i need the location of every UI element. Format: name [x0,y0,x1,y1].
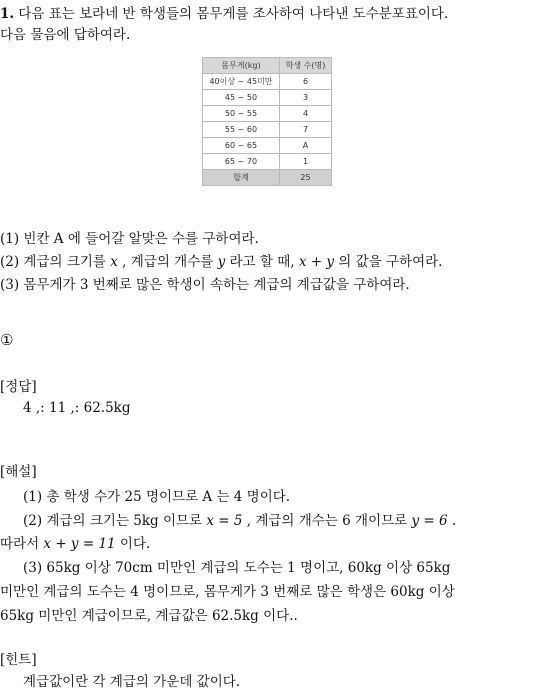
table-cell-class: 65 ~ 70 [203,154,280,170]
table-cell-freq: 4 [280,106,332,122]
explanation-text: . [447,513,457,529]
table-row [203,74,332,90]
question-intro-line2: 다음 물음에 답하여라. [0,27,131,43]
math-expr: x + y = 11 [43,536,116,552]
choice-mark: ① [0,331,14,349]
math-expr: x + y [298,254,334,270]
explanation-text: 이다. [115,536,151,552]
explanation-line-5: 미만인 계급의 도수는 4 명이므로, 몸무게가 3 번째로 많은 학생은 60kg 이상 [0,584,455,600]
table-cell-class: 55 ~ 60 [203,122,280,138]
sub-question-2 [0,250,442,270]
answer-label: [정답] [0,379,37,395]
table-cell-class: 40이상 ~ 45미만 [203,74,280,90]
table-total-value: 25 [280,170,332,186]
explanation-line-6: 65kg 미만인 계급이므로, 계급값은 62.5kg 이다.. [0,608,298,624]
table-header-count: 학생 수(명) [280,58,332,74]
explanation-line-4: (3) 65kg 이상 70cm 미만인 계급의 도수는 1 명이고, 60kg 이상 65kg [23,560,451,576]
table-row [203,154,332,170]
math-var-x: x [110,254,118,270]
sub-question-1: (1) 빈칸 A 에 들어갈 알맞은 수를 구하여라. [0,231,259,247]
math-expr: y = 6 [411,513,448,529]
table-row [203,122,332,138]
hint-text: 계급값이란 각 계급의 가운데 값이다. [23,674,241,690]
question-intro-line1 [0,2,448,22]
sub-question-3: (3) 몸무게가 3 번째로 많은 학생이 속하는 계급의 계급값을 구하여라. [0,277,410,293]
table-cell-class: 50 ~ 55 [203,106,280,122]
explanation-line-2 [23,509,456,529]
math-var-y: y [217,254,226,270]
explanation-text: , 계급의 개수는 6 개이므로 [242,513,412,529]
explanation-text: (2) 계급의 크기는 5kg 이므로 [23,513,207,529]
hint-label: [힌트] [0,652,37,668]
table-row [203,90,332,106]
explanation-label: [해설] [0,464,37,480]
question-number: 1. [0,6,15,22]
sub-question-2-text: (2) 계급의 크기를 [0,254,111,270]
frequency-table [202,57,332,186]
table-cell-freq: 3 [280,90,332,106]
table-cell-class: 60 ~ 65 [203,138,280,154]
table-cell-freq: A [280,138,332,154]
explanation-text: 따라서 [0,536,44,552]
table-row [203,106,332,122]
sub-question-2-text: , 계급의 개수를 [117,254,218,270]
math-expr: x = 5 [206,513,243,529]
question-intro-text: 다음 표는 보라네 반 학생들의 몸무게를 조사하여 나타낸 도수분포표이다. [18,6,449,22]
table-cell-freq: 1 [280,154,332,170]
answer-text: 4 ,: 11 ,: 62.5kg [23,400,131,416]
explanation-line-3 [0,532,150,552]
table-header-row [203,58,332,74]
table-row [203,138,332,154]
sub-question-2-text: 라고 할 때, [225,254,299,270]
table-cell-class: 45 ~ 50 [203,90,280,106]
table-total-row [203,170,332,186]
table-total-label: 합계 [203,170,280,186]
sub-question-2-text: 의 값을 구하여라. [333,254,443,270]
explanation-line-1: (1) 총 학생 수가 25 명이므로 A 는 4 명이다. [23,489,291,505]
table-cell-freq: 6 [280,74,332,90]
table-header-weight: 몸무게(kg) [203,58,280,74]
table-cell-freq: 7 [280,122,332,138]
